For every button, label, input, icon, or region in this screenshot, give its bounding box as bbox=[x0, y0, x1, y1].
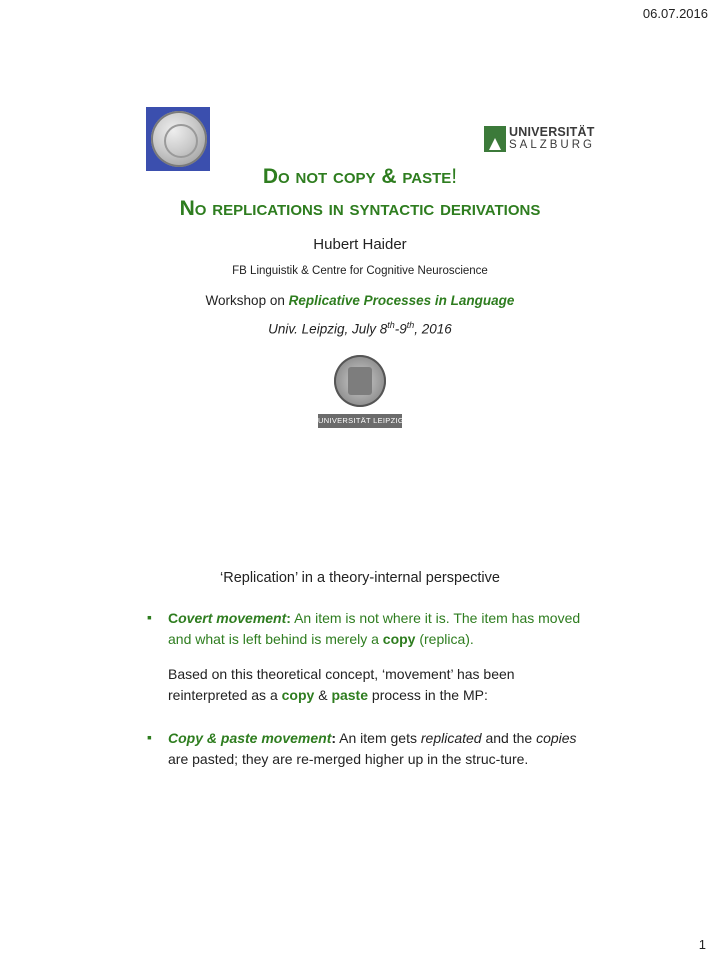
salzburg-logo-line1: UNIVERSITÄT bbox=[509, 125, 595, 139]
author: Hubert Haider bbox=[313, 236, 407, 253]
paragraph-reinterpretation: Based on this theoretical concept, ‘movement’ has been reinterpreted as a copy & paste process in the MP: bbox=[168, 666, 515, 703]
venue-line: Univ. Leipzig, July 8th-9th, 2016 bbox=[268, 320, 452, 337]
affiliation: FB Linguistik & Centre for Cognitive Neuroscience bbox=[232, 265, 488, 277]
bullet-copy-paste-movement: Copy & paste movement: An item gets replicated and the copies are pasted; they are re-merged higher up in the struc-ture. bbox=[168, 730, 577, 767]
title-line2: No replications in syntactic derivations bbox=[179, 197, 541, 220]
bullet-square-icon bbox=[147, 614, 156, 623]
bullet-covert-movement: Covert movement: An item is not where it is. The item has moved and what is left behind is merely a copy (replica). bbox=[168, 610, 581, 647]
salzburg-logo-line2: SALZBURG bbox=[509, 139, 595, 151]
bullet-square-icon bbox=[147, 734, 156, 743]
title-line1: Do not copy & paste! bbox=[262, 165, 458, 188]
slide2-heading: ‘Replication’ in a theory-internal perspective bbox=[220, 570, 500, 586]
workshop-line: Workshop on Replicative Processes in Language bbox=[205, 293, 515, 308]
salzburg-logo-mark-icon bbox=[484, 126, 506, 152]
workshop-name: Replicative Processes in Language bbox=[288, 293, 515, 308]
leipzig-seal-image bbox=[334, 355, 386, 407]
header-date: 06.07.2016 bbox=[642, 6, 708, 21]
leipzig-logo-label: UNIVERSITÄT LEIPZIG bbox=[318, 414, 402, 428]
coin-image bbox=[146, 107, 210, 171]
page-number: 1 bbox=[698, 937, 706, 952]
salzburg-logo bbox=[484, 125, 595, 153]
